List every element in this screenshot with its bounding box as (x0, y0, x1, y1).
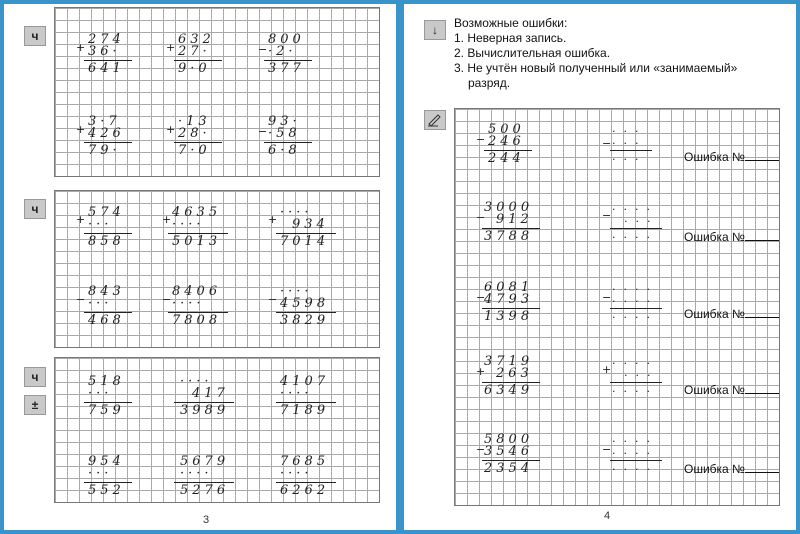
badge-ch-3: ч (24, 367, 46, 387)
error-number-blank[interactable] (745, 150, 779, 161)
left-page: ч ч ч ± + 274 36· 641 + 632 27· 9·0 − 800 ·2· 377 + 3·7 426 79· + ·13 28· 7·0 − 93· ·58 6·8 + 574 ··· 858 + 4635 ···· 5013 + ···· 934 7014 − 843 ··· 468 − 8406 ···· 7808 − ···· 4598 3829 518 ··· 759 ···· 417 3989 4107 ···· 7189 954 ··· 552 5679 ···· 5276 7685 ···· 6262 3 (4, 4, 396, 530)
pencil-icon (424, 110, 446, 130)
page-number: 4 (604, 510, 611, 522)
badge-plus-minus: ± (24, 395, 46, 415)
errors-title: Возможные ошибки: (454, 16, 568, 30)
badge-ch-1: ч (24, 26, 46, 46)
error-number-label: Ошибка № (684, 150, 779, 164)
error-item-3-cont: разряд. (468, 76, 511, 90)
operand-a: 274 (88, 32, 125, 47)
arrow-down-icon: ↓ (424, 20, 446, 40)
error-number-label: Ошибка № (684, 307, 779, 321)
result: 641 (88, 61, 125, 76)
error-number-label: Ошибка № (684, 230, 779, 244)
operand-b: 36· (88, 44, 121, 59)
error-number-blank[interactable] (745, 383, 779, 394)
error-number-blank[interactable] (745, 307, 779, 318)
error-number-label: Ошибка № (684, 462, 779, 476)
error-item-1: 1. Неверная запись. (454, 31, 567, 45)
possible-errors-list (454, 16, 737, 91)
error-number-blank[interactable] (745, 230, 779, 241)
right-page: ↓ Возможные ошибки: 1. Неверная запись. 2. Вычислительная ошибка. 3. Не учтён новый полученный или «занимаемый» разряд. − 500 246 244 − ··· ··· ··· Ошибка № − 3000 912 3788 − ···· ··· ···· Ошибка № − 6081 4793 1398 − ···· ···· ···· Ошибка № + 3719 263 6349 + ···· ··· ···· Ошибка № − 5800 3546 2354 − ···· ···· ···· Ошибка № 4 (404, 4, 796, 530)
page-number: 3 (203, 514, 210, 526)
badge-ch-2: ч (24, 199, 46, 219)
error-number-label: Ошибка № (684, 383, 779, 397)
error-item-3: 3. Не учтён новый полученный или «занимаемый» (454, 61, 738, 75)
error-item-2: 2. Вычислительная ошибка. (454, 46, 611, 60)
error-number-blank[interactable] (745, 462, 779, 473)
